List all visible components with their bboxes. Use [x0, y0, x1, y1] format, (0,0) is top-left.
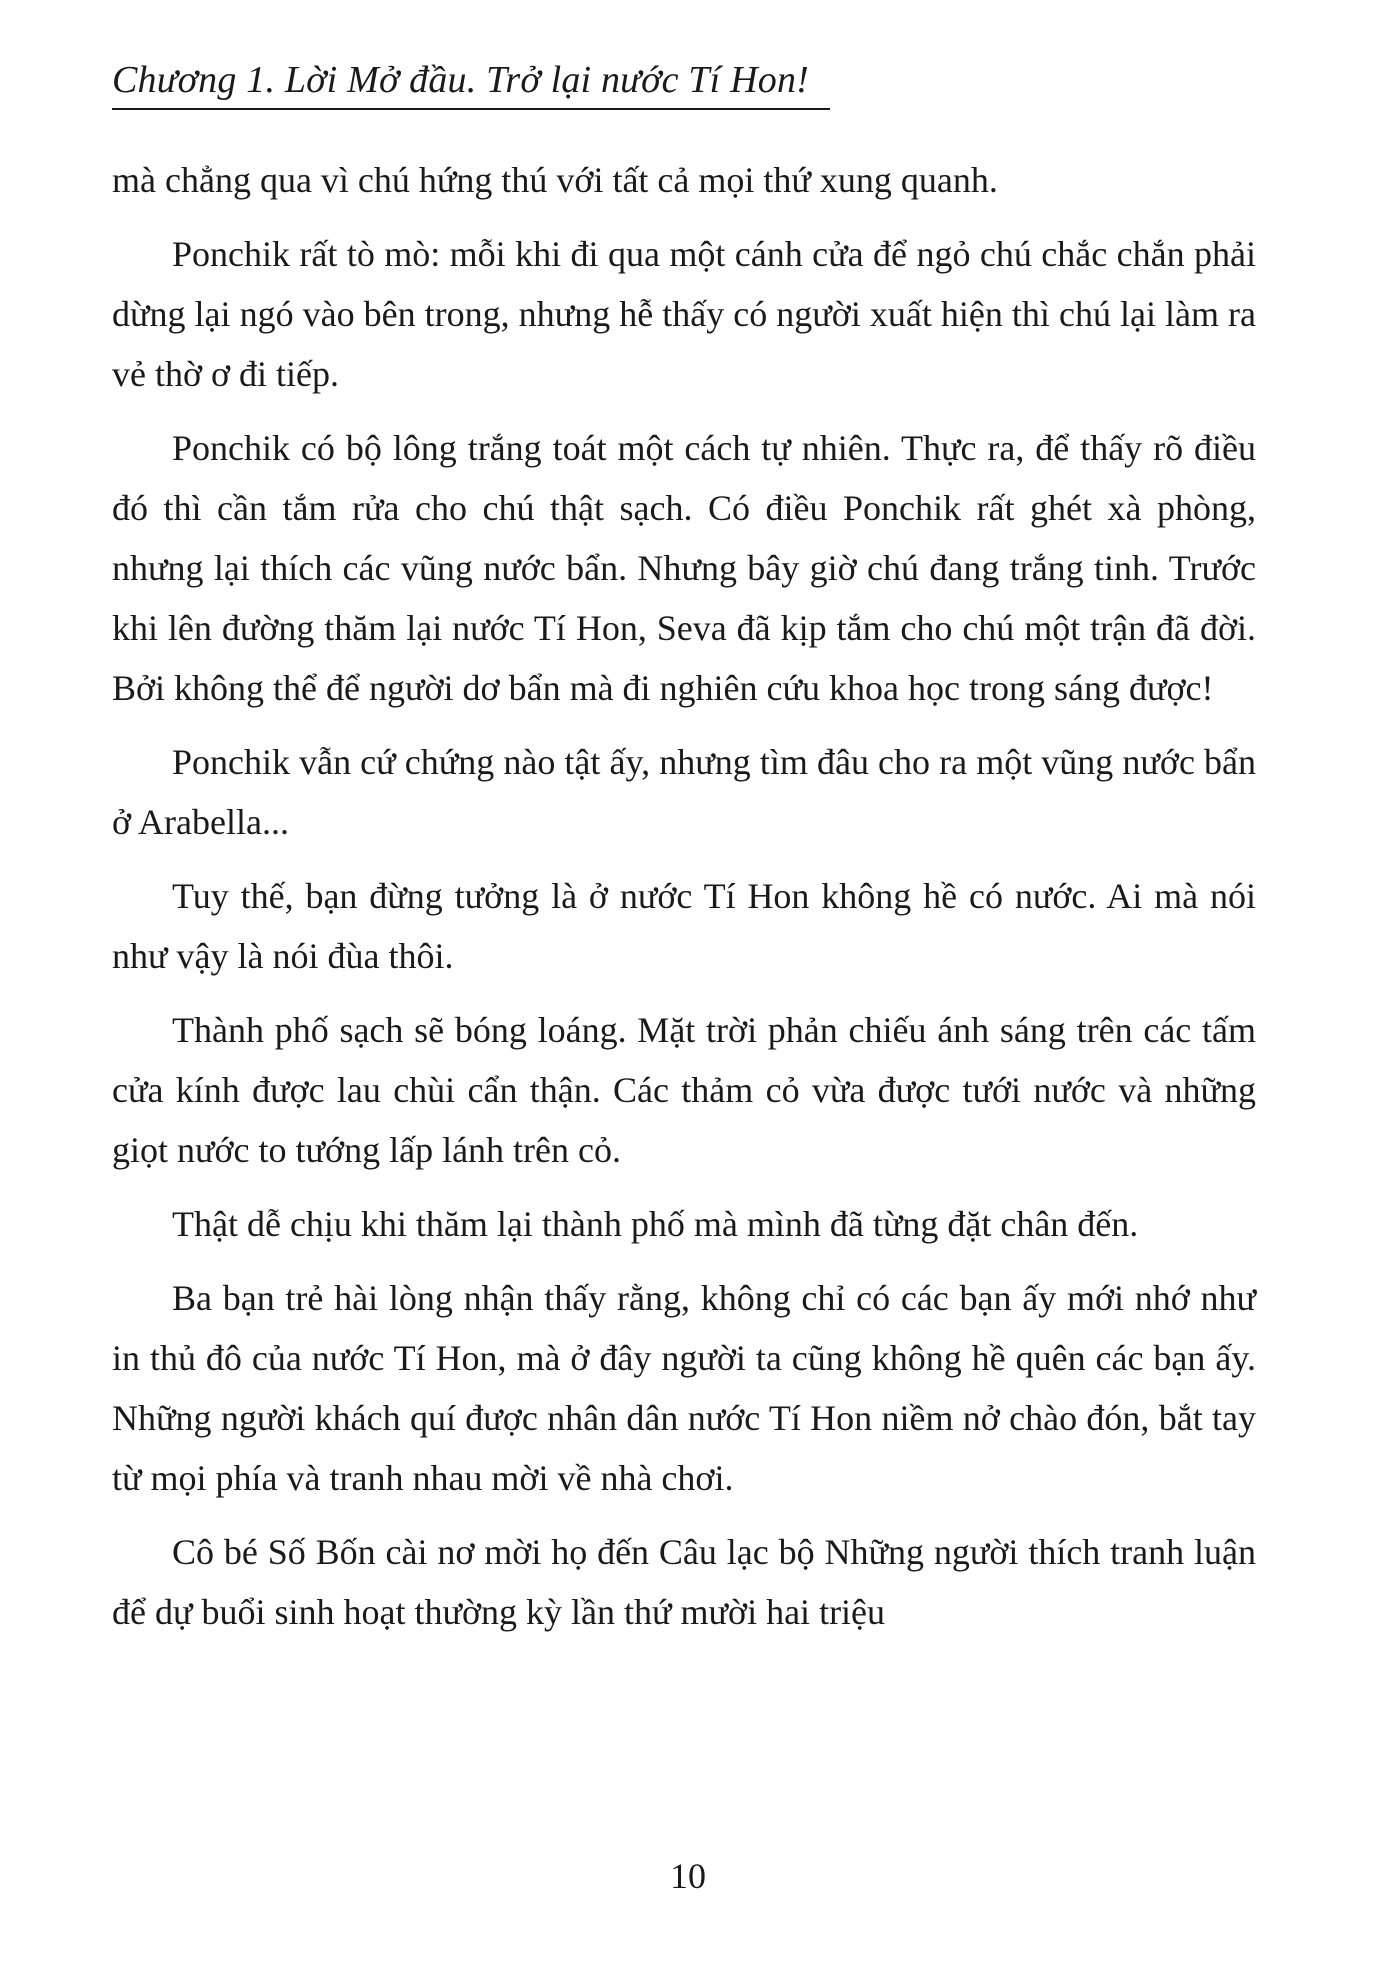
running-header: [112, 56, 832, 112]
paragraph-9: Cô bé Số Bốn cài nơ mời họ đến Câu lạc bộ Những người thích tranh luận để dự buổi sinh hoạt thường kỳ lần thứ mười hai triệu: [112, 1532, 1256, 1632]
paragraph-1: mà chẳng qua vì chú hứng thú với tất cả mọi thứ xung quanh.: [112, 160, 998, 200]
paragraph-6: Thành phố sạch sẽ bóng loáng. Mặt trời phản chiếu ánh sáng trên các tấm cửa kính được lau chùi cẩn thận. Các thảm cỏ vừa được tưới nước và những giọt nước to tướng lấp lánh trên cỏ.: [112, 1010, 1256, 1170]
chapter-title: Chương 1. Lời Mở đầu. Trở lại nước Tí Hon!: [112, 59, 810, 101]
paragraph-4: Ponchik vẫn cứ chứng nào tật ấy, nhưng tìm đâu cho ra một vũng nước bẩn ở Arabella...: [112, 742, 1256, 842]
paragraph-7: Thật dễ chịu khi thăm lại thành phố mà mình đã từng đặt chân đến.: [172, 1204, 1139, 1244]
body-text: [112, 150, 1256, 1656]
page-number: 10: [670, 1856, 706, 1896]
paragraph-8: Ba bạn trẻ hài lòng nhận thấy rằng, không chỉ có các bạn ấy mới nhớ như in thủ đô của nước Tí Hon, mà ở đây người ta cũng không hề quên các bạn ấy. Những người khách quí được nhân dân nước Tí Hon niềm nở chào đón, bắt tay từ mọi phía và tranh nhau mời về nhà chơi.: [112, 1278, 1256, 1498]
paragraph-3: Ponchik có bộ lông trắng toát một cách tự nhiên. Thực ra, để thấy rõ điều đó thì cần tắm rửa cho chú thật sạch. Có điều Ponchik rất ghét xà phòng, nhưng lại thích các vũng nước bẩn. Nhưng bây giờ chú đang trắng tinh. Trước khi lên đường thăm lại nước Tí Hon, Seva đã kịp tắm cho chú một trận đã đời. Bởi không thể để người dơ bẩn mà đi nghiên cứu khoa học trong sáng được!: [112, 428, 1256, 708]
paragraph-2: Ponchik rất tò mò: mỗi khi đi qua một cánh cửa để ngỏ chú chắc chắn phải dừng lại ngó vào bên trong, nhưng hễ thấy có người xuất hiện thì chú lại làm ra vẻ thờ ơ đi tiếp.: [112, 234, 1256, 394]
header-rule: [112, 108, 830, 110]
paragraph-5: Tuy thế, bạn đừng tưởng là ở nước Tí Hon không hề có nước. Ai mà nói như vậy là nói đùa thôi.: [112, 876, 1256, 976]
